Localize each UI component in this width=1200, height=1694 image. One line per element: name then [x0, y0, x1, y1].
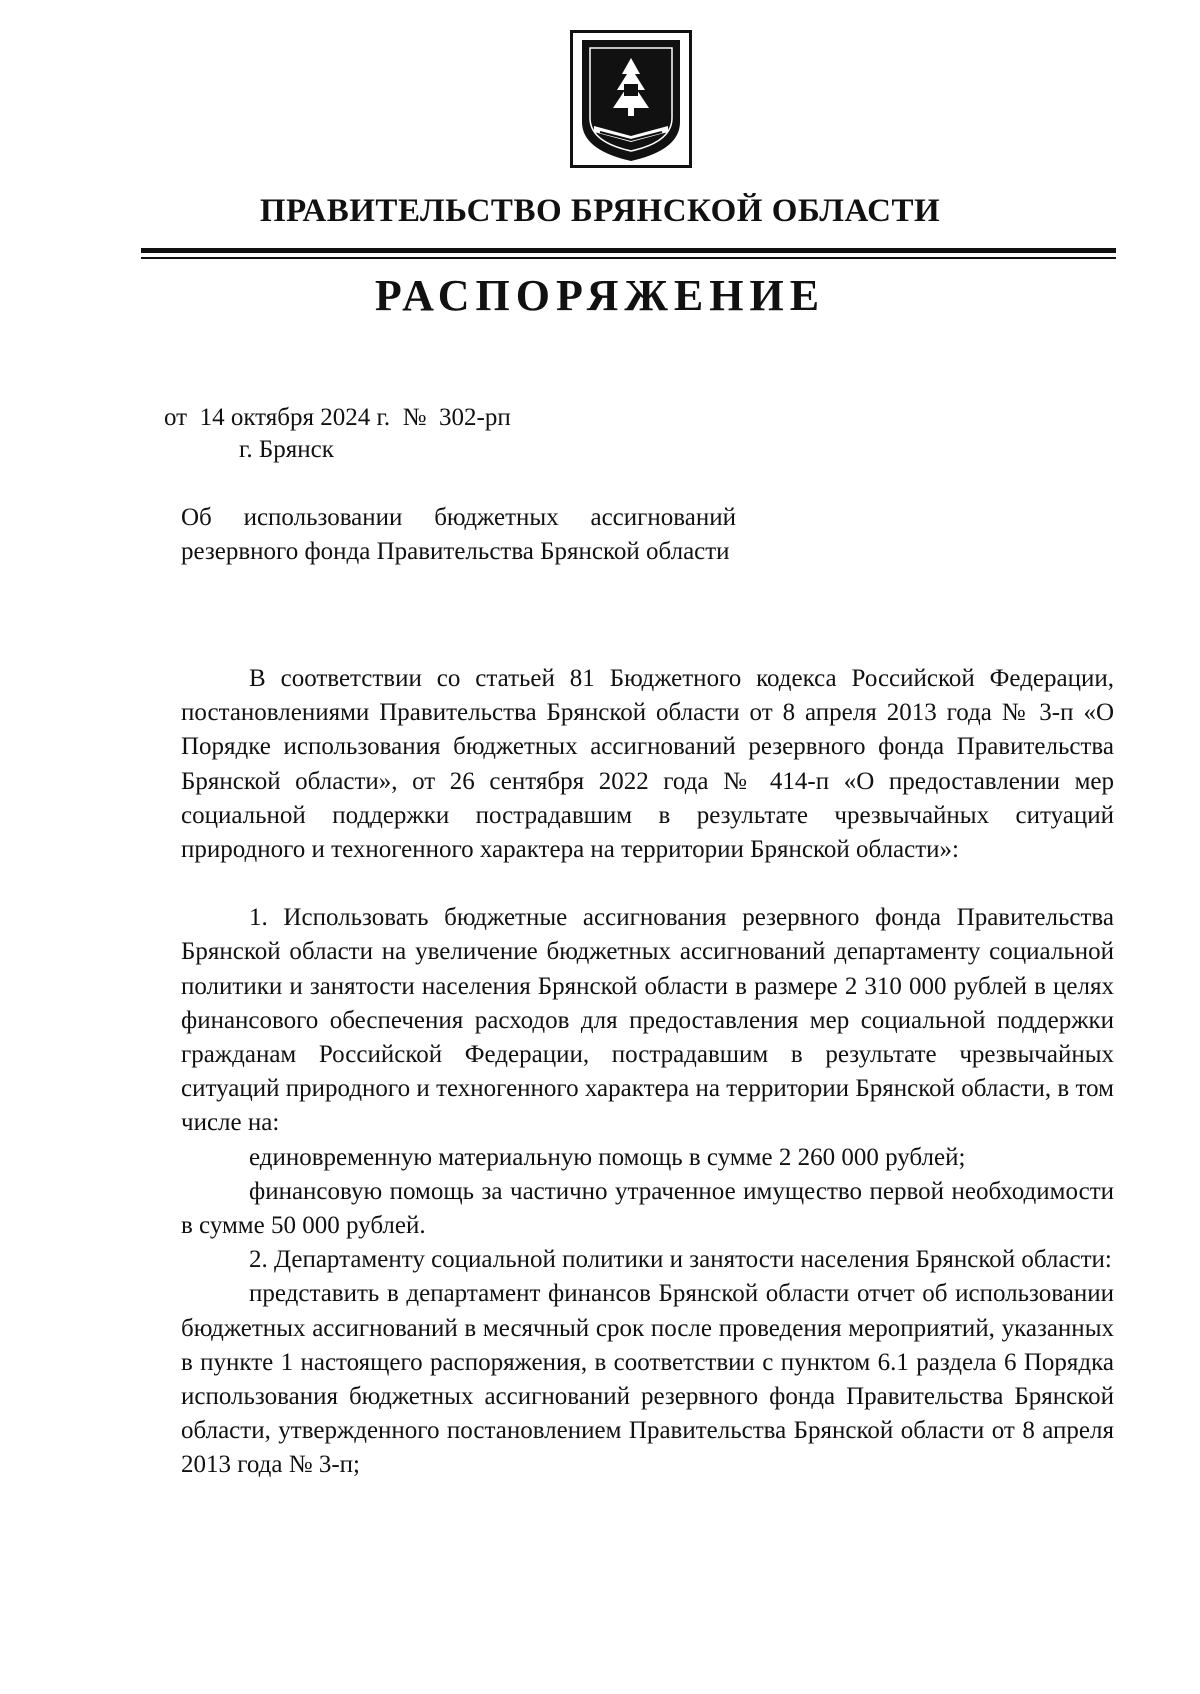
document-body — [181, 662, 1114, 1483]
item-1b-paragraph: финансовую помощь за частично утраченное имущество первой необходимости в сумме 50 000 рублей. — [181, 1177, 1114, 1240]
date-and-number: от 14 октября 2024 г. № 302-рп — [164, 404, 511, 431]
item-1a-paragraph: единовременную материальную помощь в сумме 2 260 000 рублей; — [249, 1143, 966, 1171]
document-type: РАСПОРЯЖЕНИЕ — [374, 271, 826, 320]
city: г. Брянск — [239, 436, 334, 463]
bryansk-coat-of-arms-icon — [570, 30, 692, 168]
header-divider-thick — [141, 248, 1116, 253]
item-1-paragraph: 1. Использовать бюджетные ассигнования резервного фонда Правительства Брянской области на увеличение бюджетных ассигнований департаменту социальной политики и занятости населения Брянской области в размере 2 310 000 рублей в целях финансового обеспечения расходов для предоставления мер социальной поддержки гражданам Российской Федерации, пострадавшим в результате чрезвычайных ситуаций природного и техногенного характера на территории Брянской области, в том числе на: — [181, 904, 1114, 1137]
document-subject: Об использовании бюджетных ассигнований резервного фонда Правительства Брянской области — [181, 504, 736, 565]
item-2-paragraph: 2. Департаменту социальной политики и занятости населения Брянской области: — [249, 1246, 1112, 1274]
header-divider-thin — [141, 257, 1116, 259]
organization-title: ПРАВИТЕЛЬСТВО БРЯНСКОЙ ОБЛАСТИ — [259, 193, 941, 229]
preamble-paragraph: В соответствии со статьей 81 Бюджетного кодекса Российской Федерации, постановлениями Правительства Брянской области от 8 апреля 2013 года № 3-п «О Порядке использования бюджетных ассигнований резервного фонда Правительства Брянской области», от 26 сентября 2022 года № 414-п «О предоставлении мер социальной поддержки пострадавшим в результате чрезвычайных ситуаций природного и техногенного характера на территории Брянской области»: — [181, 665, 1114, 864]
item-2a-paragraph: представить в департамент финансов Брянской области отчет об использовании бюджетных ассигнований в месячный срок после проведения мероприятий, указанных в пункте 1 настоящего распоряжения, в соответствии с пунктом 6.1 раздела 6 Порядка использования бюджетных ассигнований резервного фонда Правительства Брянской области, утвержденного постановлением Правительства Брянской области от 8 апреля 2013 года № 3-п; — [181, 1280, 1114, 1479]
